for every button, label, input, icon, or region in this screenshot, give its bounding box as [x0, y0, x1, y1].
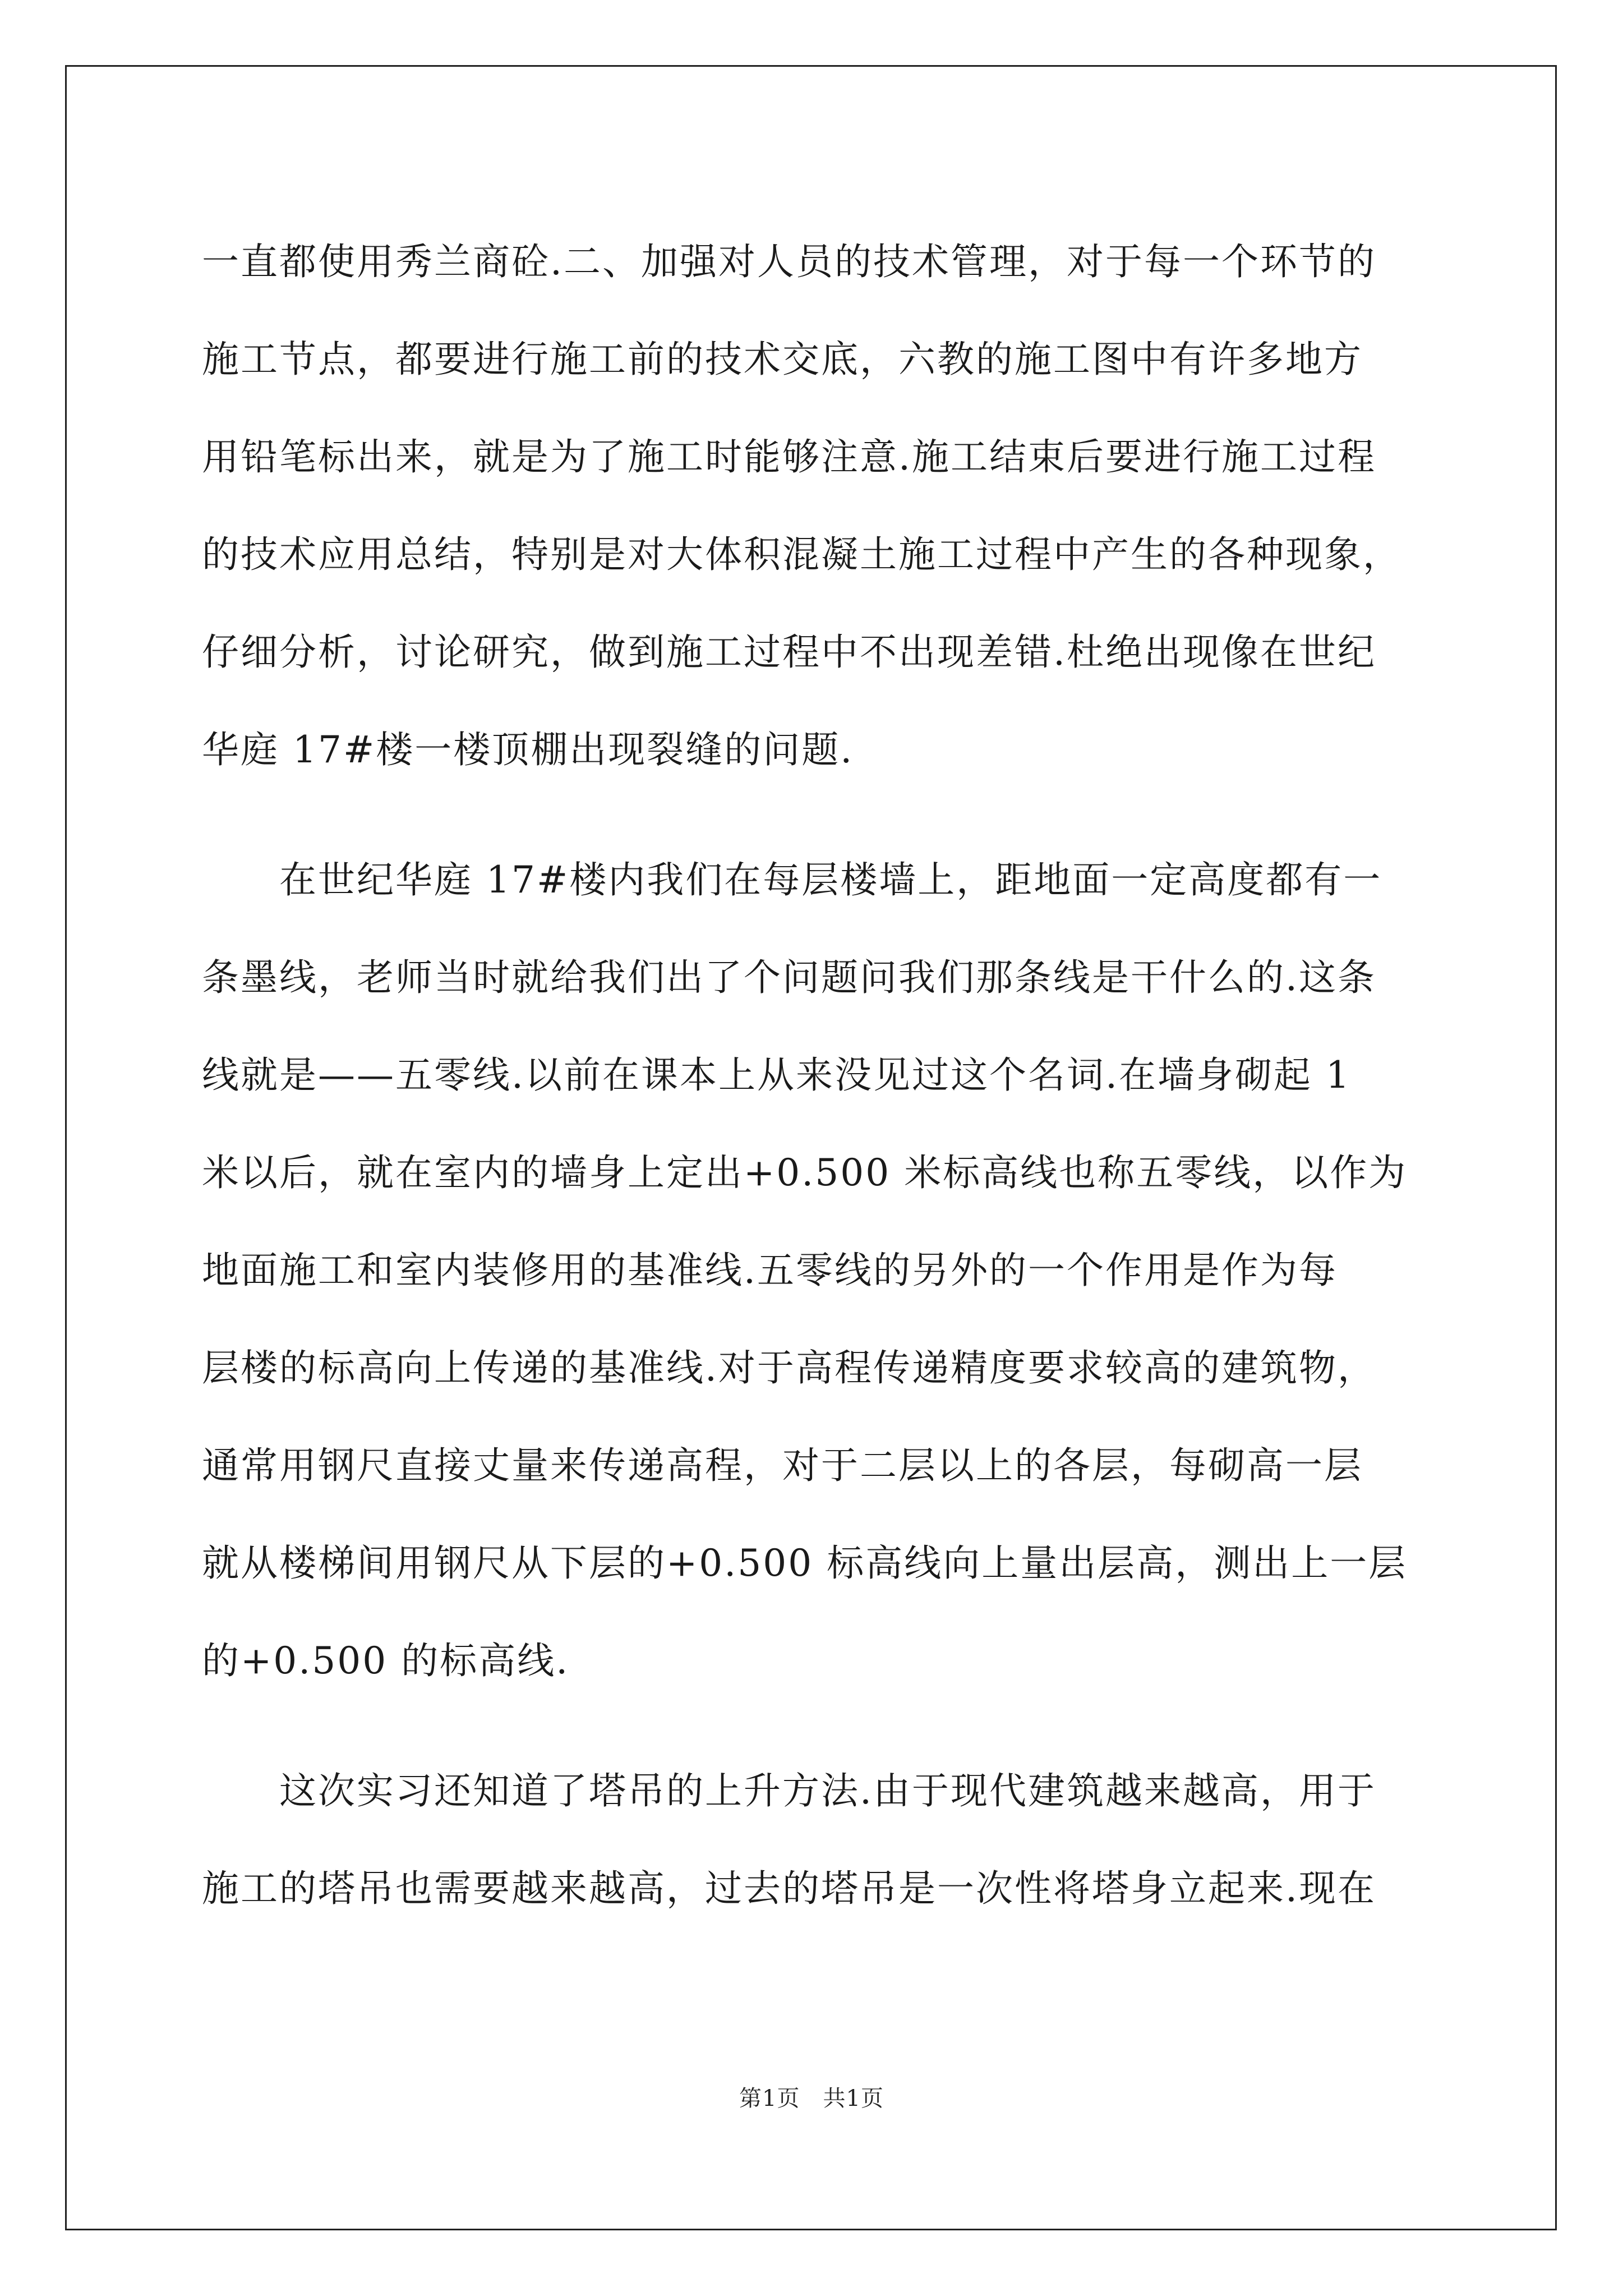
text-line: 的技术应用总结，特别是对大体积混凝土施工过程中产生的各种现象， — [202, 533, 1401, 576]
paragraph-1 — [202, 213, 1424, 799]
text-line: 就从楼梯间用钢尺从下层的+0.500 标高线向上量出层高，测出上一层 — [202, 1542, 1408, 1585]
text-line: 这次实习还知道了塔吊的上升方法.由于现代建筑越来越高，用于 — [202, 1769, 1376, 1812]
paragraph-spacing — [202, 799, 1424, 831]
text-line: 的+0.500 的标高线. — [202, 1639, 570, 1682]
text-line: 条墨线，老师当时就给我们出了个问题问我们那条线是干什么的.这条 — [202, 956, 1376, 999]
text-line: 米以后，就在室内的墙身上定出+0.500 米标高线也称五零线，以作为 — [202, 1151, 1408, 1194]
text-line: 施工节点，都要进行施工前的技术交底，六教的施工图中有许多地方 — [202, 338, 1363, 381]
document-body — [202, 213, 1424, 1938]
text-line: 线就是——五零线.以前在课本上从来没见过这个名词.在墙身砌起 1 — [202, 1053, 1351, 1097]
paragraph-2 — [202, 831, 1424, 1710]
text-line: 一直都使用秀兰商砼.二、加强对人员的技术管理，对于每一个环节的 — [202, 240, 1376, 283]
text-line: 华庭 17#楼一楼顶棚出现裂缝的问题. — [202, 728, 854, 771]
text-line: 地面施工和室内装修用的基准线.五零线的另外的一个作用是作为每 — [202, 1249, 1338, 1292]
paragraph-3 — [202, 1742, 1424, 1938]
text-line: 在世纪华庭 17#楼内我们在每层楼墙上，距地面一定高度都有一 — [202, 858, 1382, 901]
paragraph-spacing — [202, 1710, 1424, 1742]
text-line: 用铅笔标出来，就是为了施工时能够注意.施工结束后要进行施工过程 — [202, 435, 1376, 478]
text-line: 通常用钢尺直接丈量来传递高程，对于二层以上的各层，每砌高一层 — [202, 1444, 1363, 1487]
text-line: 仔细分析，讨论研究，做到施工过程中不出现差错.杜绝出现像在世纪 — [202, 631, 1376, 674]
page-number-footer: 第1页 共1页 — [739, 2086, 884, 2111]
text-line: 施工的塔吊也需要越来越高，过去的塔吊是一次性将塔身立起来.现在 — [202, 1867, 1376, 1910]
text-line: 层楼的标高向上传递的基准线.对于高程传递精度要求较高的建筑物， — [202, 1346, 1376, 1389]
